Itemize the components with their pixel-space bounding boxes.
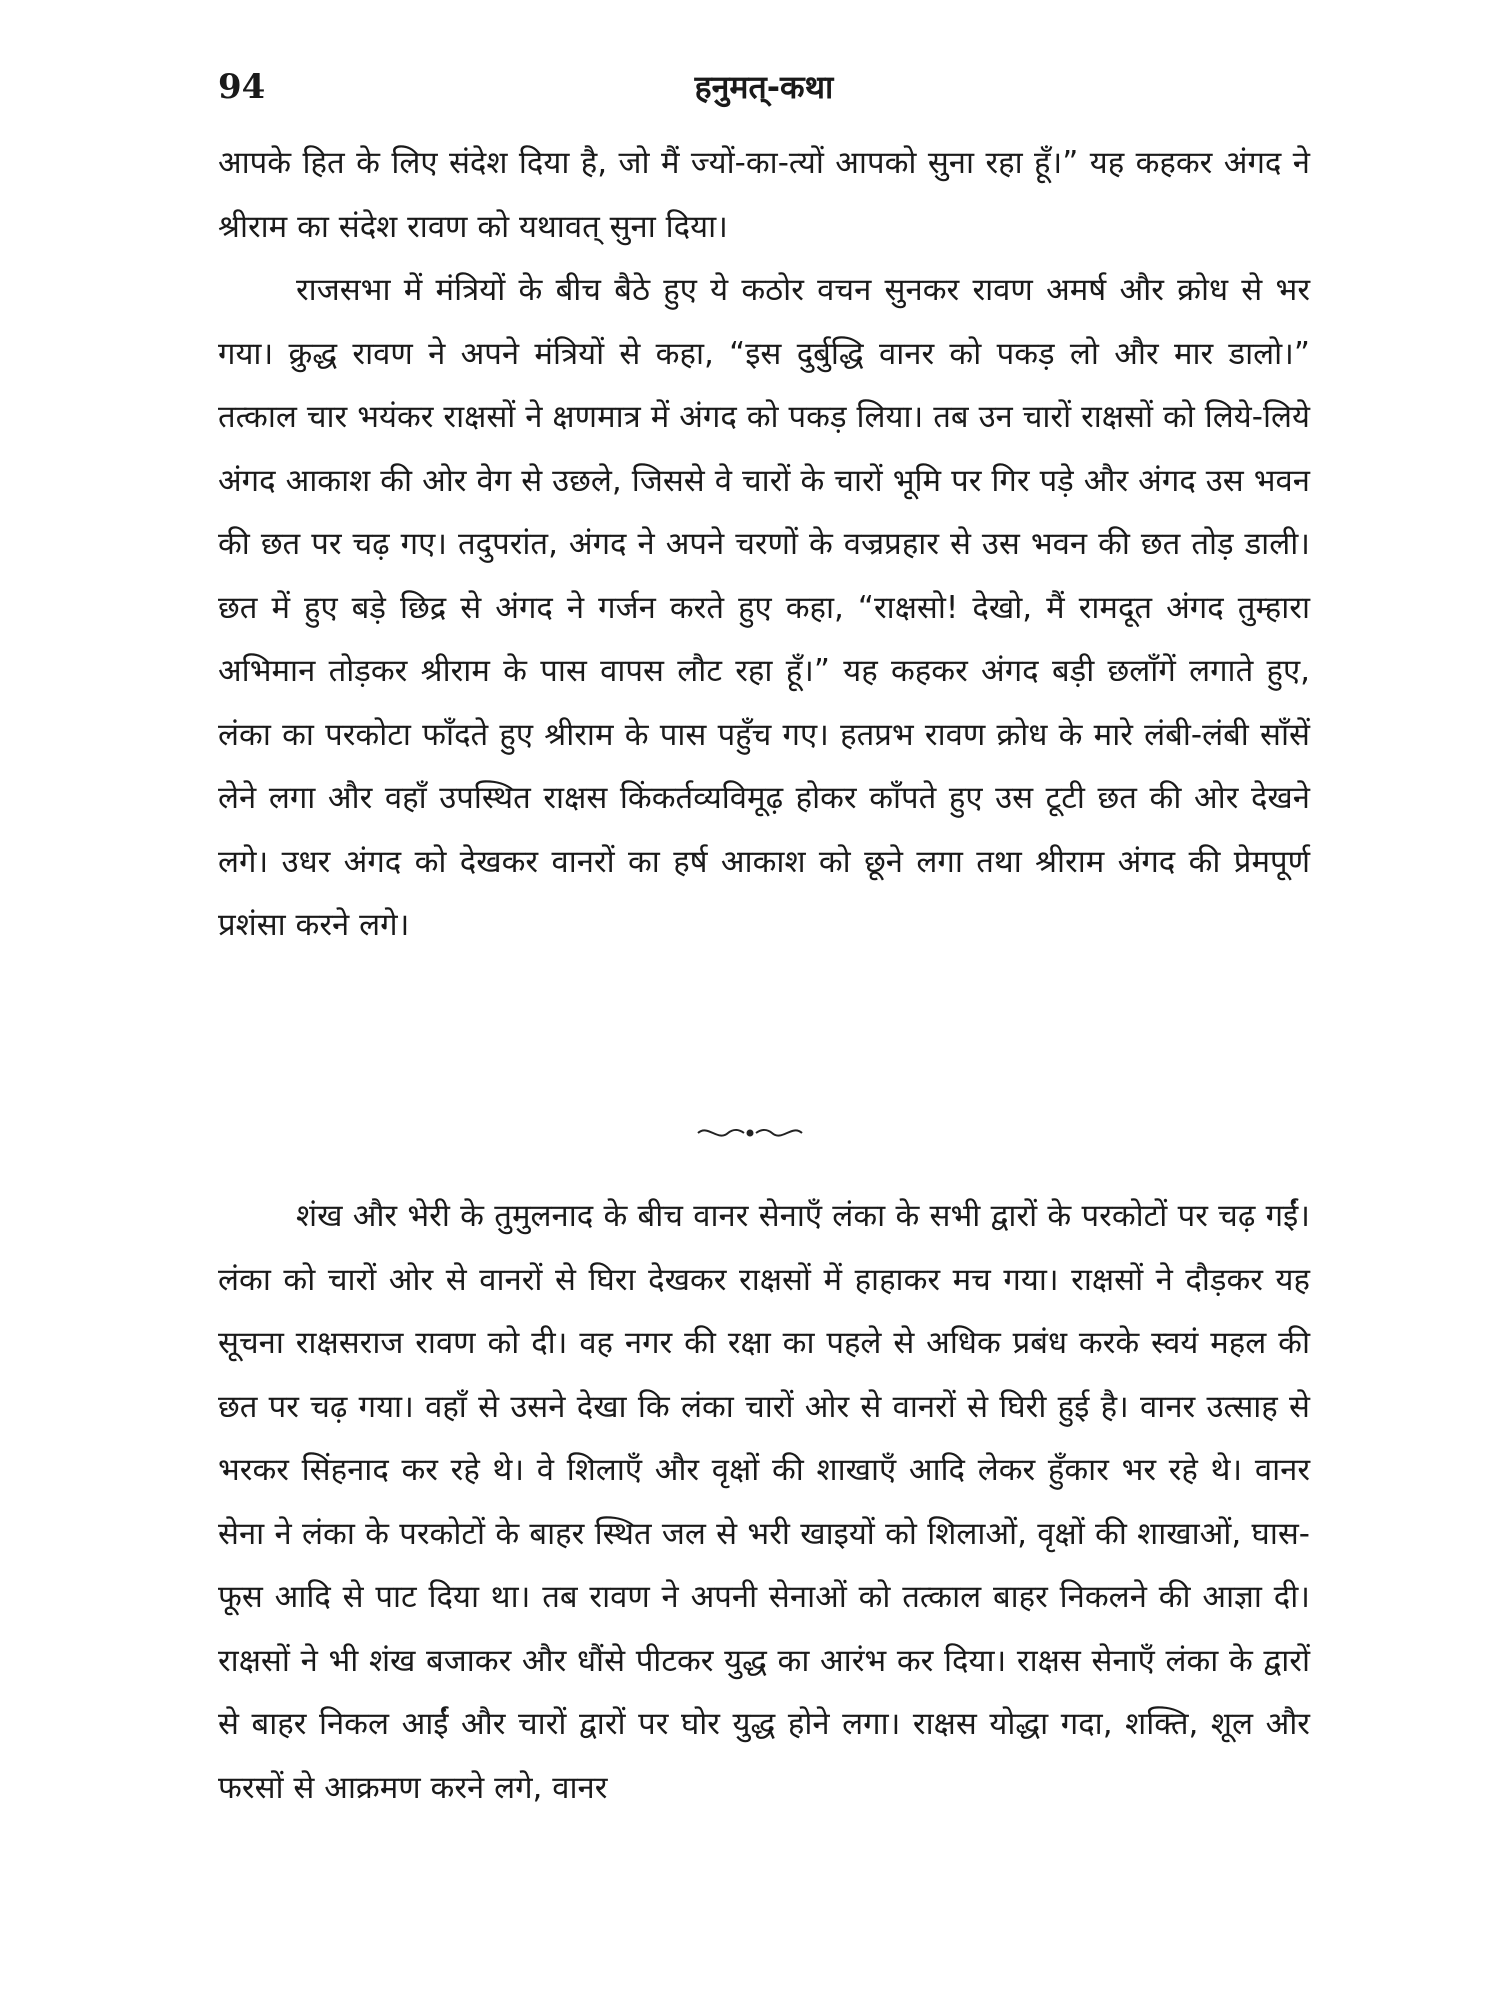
page-header (218, 62, 1310, 112)
section-divider-ornament (690, 1118, 810, 1148)
body-paragraph: शंख और भेरी के तुमुलनाद के बीच वानर सेनाएँ लंका के सभी द्वारों के परकोटों पर चढ़ गईं। लंका को चारों ओर से वानरों से घिरा देखकर राक्षसों में हाहाकर मच गया। राक्षसों ने दौड़कर यह सूचना राक्षसराज रावण को दी। वह नगर की रक्षा का पहले से अधिक प्रबंध करके स्वयं महल की छत पर चढ़ गया। वहाँ से उसने देखा कि लंका चारों ओर से वानरों से घिरी हुई है। वानर उत्साह से भरकर सिंहनाद कर रहे थे। वे शिलाएँ और वृक्षों की शाखाएँ आदि लेकर हुँकार भर रहे थे। वानर सेना ने लंका के परकोटों के बाहर स्थित जल से भरी खाइयों को शिलाओं, वृक्षों की शाखाओं, घास-फूस आदि से पाट दिया था। तब रावण ने अपनी सेनाओं को तत्काल बाहर निकलने की आज्ञा दी। राक्षसों ने भी शंख बजाकर और धौंसे पीटकर युद्ध का आरंभ कर दिया। राक्षस सेनाएँ लंका के द्वारों से बाहर निकल आईं और चारों द्वारों पर घोर युद्ध होने लगा। राक्षस योद्धा गदा, शक्ति, शूल और फरसों से आक्रमण करने लगे, वानर (218, 1198, 1310, 1806)
section-2 (218, 1185, 1310, 1820)
running-title: हनुमत्-कथा (694, 68, 834, 106)
page-number: 94 (218, 67, 266, 107)
continuation-paragraph: आपके हित के लिए संदेश दिया है, जो मैं ज्यों-का-त्यों आपको सुना रहा हूँ।” यह कहकर अंगद ने श्रीराम का संदेश रावण को यथावत् सुना दिया। (218, 145, 1310, 245)
body-paragraph: राजसभा में मंत्रियों के बीच बैठे हुए ये कठोर वचन सुनकर रावण अमर्ष और क्रोध से भर गया। क्रुद्ध रावण ने अपने मंत्रियों से कहा, “इस दुर्बुद्धि वानर को पकड़ लो और मार डालो।” तत्काल चार भयंकर राक्षसों ने क्षणमात्र में अंगद को पकड़ लिया। तब उन चारों राक्षसों को लिये-लिये अंगद आकाश की ओर वेग से उछले, जिससे वे चारों के चारों भूमि पर गिर पड़े और अंगद उस भवन की छत पर चढ़ गए। तदुपरांत, अंगद ने अपने चरणों के वज्रप्रहार से उस भवन की छत तोड़ डाली। छत में हुए बड़े छिद्र से अंगद ने गर्जन करते हुए कहा, “राक्षसो! देखो, मैं रामदूत अंगद तुम्हारा अभिमान तोड़कर श्रीराम के पास वापस लौट रहा हूँ।” यह कहकर अंगद बड़ी छलाँगें लगाते हुए, लंका का परकोटा फाँदते हुए श्रीराम के पास पहुँच गए। हतप्रभ रावण क्रोध के मारे लंबी-लंबी साँसें लेने लगा और वहाँ उपस्थित राक्षस किंकर्तव्यविमूढ़ होकर काँपते हुए उस टूटी छत की ओर देखने लगे। उधर अंगद को देखकर वानरों का हर्ष आकाश को छूने लगा तथा श्रीराम अंगद की प्रेमपूर्ण प्रशंसा करने लगे। (218, 272, 1310, 943)
section-1 (218, 132, 1310, 958)
